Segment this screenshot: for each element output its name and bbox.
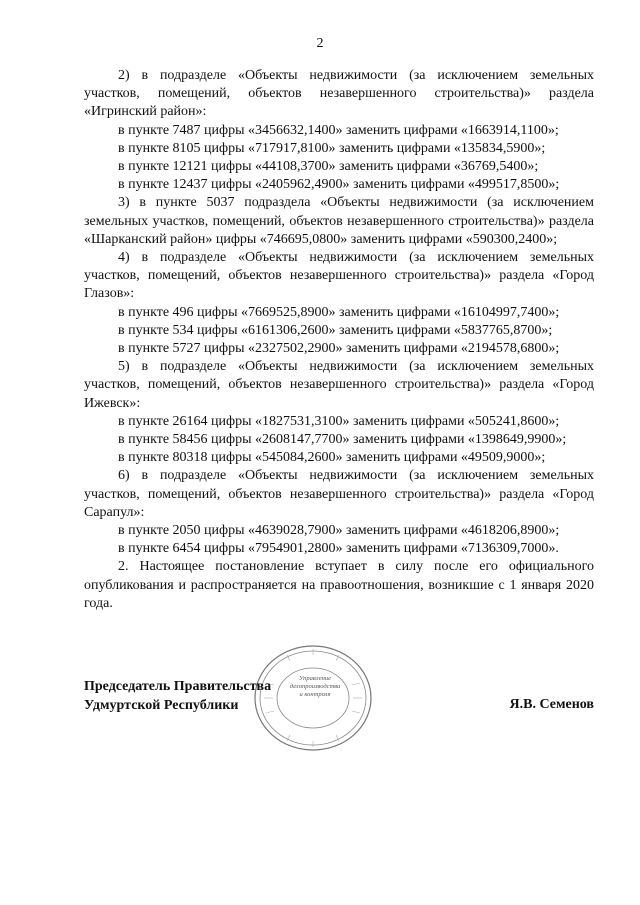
paragraph-item: в пункте 5727 цифры «2327502,2900» заменить цифрами «2194578,6800»; [118,341,560,357]
paragraph-item: в пункте 58456 цифры «2608147,7700» заменить цифрами «1398649,9900»; [118,432,567,448]
paragraph-item: в пункте 6454 цифры «7954901,2800» заменить цифрами «7136309,7000». [118,541,559,557]
signatory-title-line2: Удмуртской Республики [84,697,239,713]
paragraph-6-sarapul: 6) в подразделе «Объекты недвижимости (за исключением земельных участков, помещений, объектов незавершенного строительства)» раздела «Город Сарапул»: [84,468,594,520]
paragraph-item: в пункте 8105 цифры «717917,8100» заменить цифрами «135834,5900»; [118,140,546,156]
paragraph-item: в пункте 2050 цифры «4639028,7900» заменить цифрами «4618206,8900»; [118,523,560,539]
paragraph-item: в пункте 534 цифры «6161306,2600» заменить цифрами «5837765,8700»; [118,322,553,338]
paragraph-3-sharkan: 3) в пункте 5037 подраздела «Объекты недвижимости (за исключением земельных участков, помещений, объектов незавершенного строительства)» раздела «Шарканский район» цифры «746695,0800» заменить цифрами «590300,2400»; [84,195,594,247]
signatory-name: Я.В. Семенов [509,697,594,712]
paragraph-item: в пункте 12437 цифры «2405962,4900» заменить цифрами «499517,8500»; [118,177,560,193]
paragraph-item: в пункте 7487 цифры «3456632,1400» заменить цифрами «1663914,1100»; [118,122,559,138]
paragraph-2-igra: 2) в подразделе «Объекты недвижимости (за исключением земельных участков, помещений, объектов незавершенного строительства)» раздела «Игринский район»: [84,68,594,120]
paragraph-effective-date: 2. Настоящее постановление вступает в силу после его официального опубликования и распространяется на правоотношения, возникшие с 1 января 2020 года. [84,559,594,611]
document-body [84,67,594,613]
paragraph-item: в пункте 26164 цифры «1827531,3100» заменить цифрами «505241,8600»; [118,413,560,429]
signatory-title-line1: Председатель Правительства [84,679,272,694]
paragraph-4-glazov: 4) в подразделе «Объекты недвижимости (за исключением земельных участков, помещений, объектов незавершенного строительства)» раздела «Город Глазов»: [84,250,594,302]
paragraph-item: в пункте 496 цифры «7669525,8900» заменить цифрами «16104997,7400»; [118,304,560,320]
paragraph-item: в пункте 12121 цифры «44108,3700» заменить цифрами «36769,5400»; [118,159,539,175]
page-number: 2 [316,36,324,51]
paragraph-item: в пункте 80318 цифры «545084,2600» заменить цифрами «49509,9000»; [118,450,546,466]
paragraph-5-izhevsk: 5) в подразделе «Объекты недвижимости (за исключением земельных участков, помещений, объектов незавершенного строительства)» раздела «Город Ижевск»: [84,359,594,411]
seal-inner-text: Управление делопроизводства и контроля [289,675,341,698]
